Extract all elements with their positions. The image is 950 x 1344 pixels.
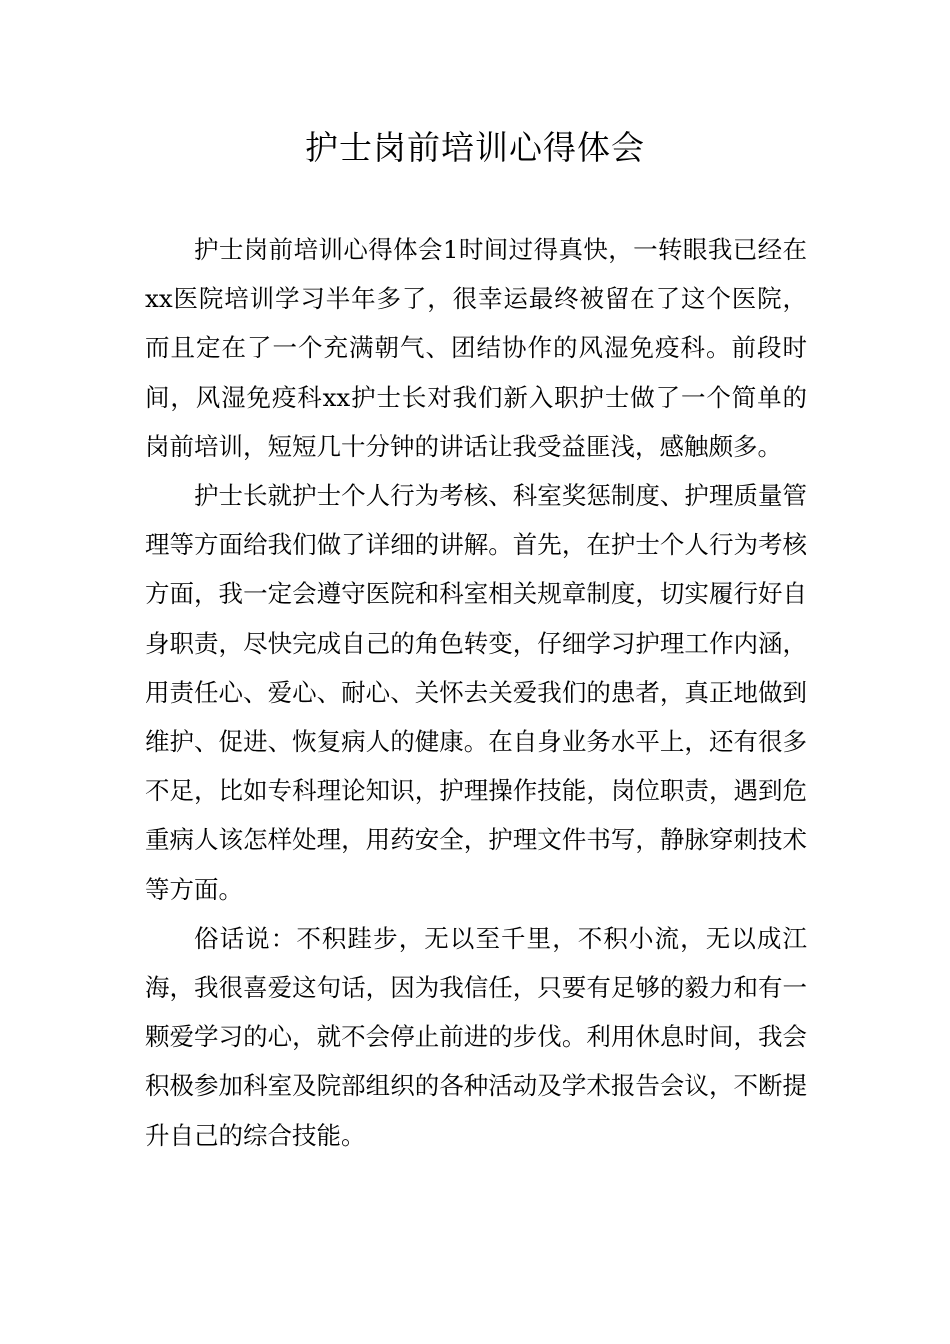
paragraph-2: 护士长就护士个人行为考核、科室奖惩制度、护理质量管理等方面给我们做了详细的讲解。首先，在护士个人行为考核方面，我一定会遵守医院和科室相关规章制度，切实履行好自身职责，尽快完成自己的角色转变，仔细学习护理工作内涵，用责任心、爱心、耐心、关怀去关爱我们的患者，真正地做到维护、促进、恢复病人的健康。在自身业务水平上，还有很多不足，比如专科理论知识，护理操作技能，岗位职责，遇到危重病人该怎样处理，用药安全，护理文件书写，静脉穿刺技术等方面。 [145,481,807,904]
paragraph-3: 俗话说：不积跬步，无以至千里，不积小流，无以成江海，我很喜爱这句话，因为我信任，只要有足够的毅力和有一颗爱学习的心，就不会停止前进的步伐。利用休息时间，我会积极参加科室及院部组织的各种活动及学术报告会议，不断提升自己的综合技能。 [145,923,807,1150]
document-body [145,225,807,1160]
document-title: 护士岗前培训心得体会 [305,128,645,167]
paragraph-1: 护士岗前培训心得体会1时间过得真快，一转眼我已经在xx医院培训学习半年多了，很幸运最终被留在了这个医院，而且定在了一个充满朝气、团结协作的风湿免疫科。前段时间，风湿免疫科xx护士长对我们新入职护士做了一个简单的岗前培训，短短几十分钟的讲话让我受益匪浅，感触颇多。 [145,235,807,461]
